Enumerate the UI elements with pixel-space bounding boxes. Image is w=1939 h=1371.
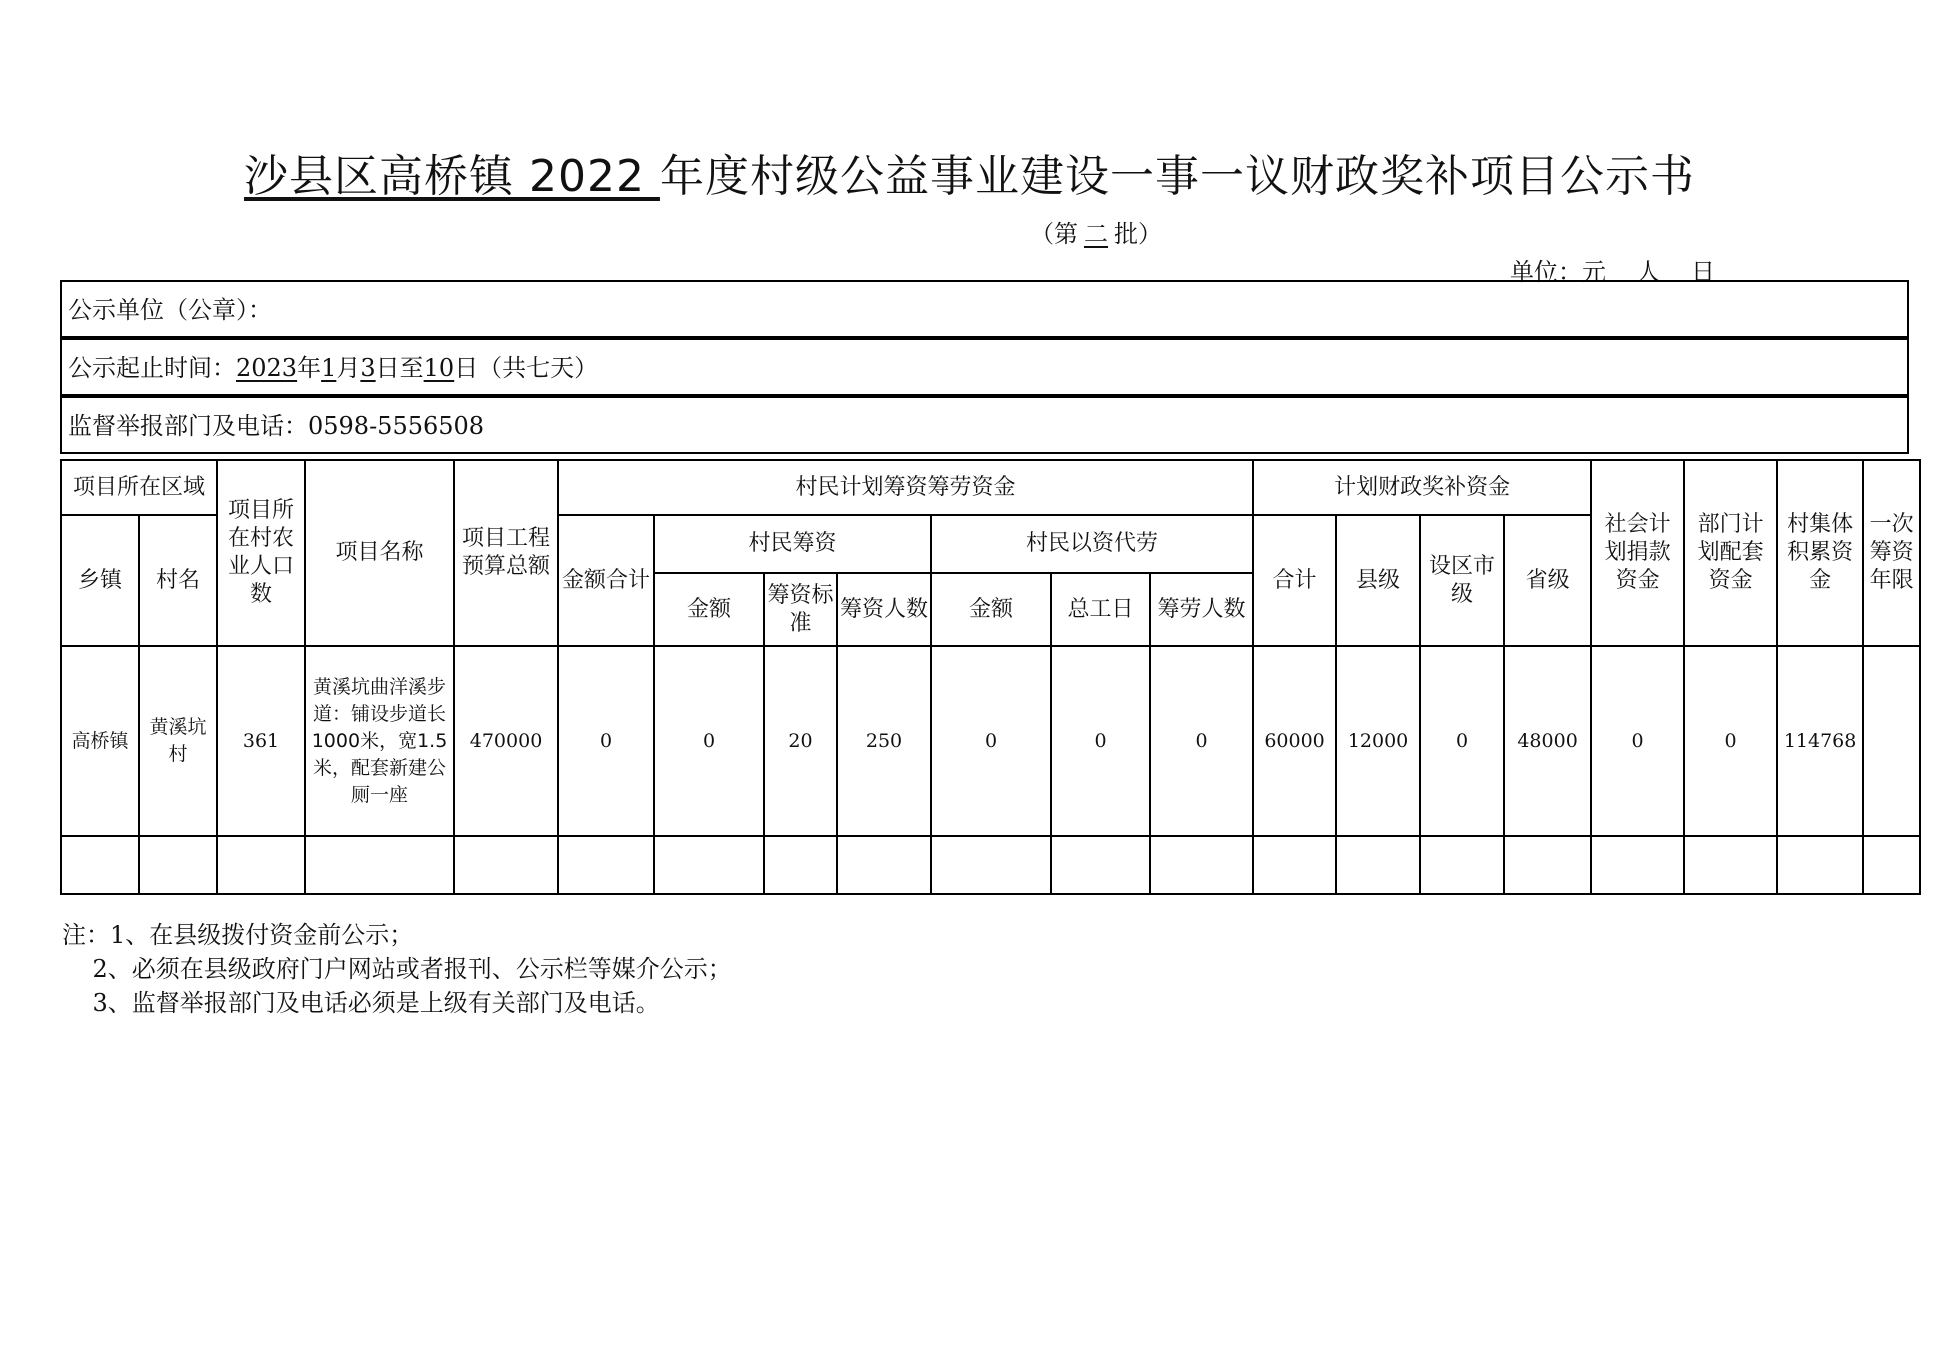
header-project-name: 项目名称 xyxy=(305,460,454,646)
period-month-unit: 月 xyxy=(336,354,361,382)
note-2: 2、必须在县级政府门户网站或者报刊、公示栏等媒介公示； xyxy=(62,955,732,983)
header-social: 社会计划捐款资金 xyxy=(1591,460,1684,646)
cell-social: 0 xyxy=(1591,646,1684,836)
note-1: 注：1、在县级拨付资金前公示； xyxy=(62,921,414,949)
period-label: 公示起止时间： xyxy=(68,354,236,382)
cell-department: 0 xyxy=(1684,646,1777,836)
header-villager-raise: 村民筹资 xyxy=(654,515,931,573)
cell-township: 高桥镇 xyxy=(61,646,139,836)
cell-budget: 470000 xyxy=(454,646,558,836)
cell-collective: 114768 xyxy=(1777,646,1863,836)
project-table xyxy=(60,459,1921,895)
title-text: 年度村级公益事业建设一事一议财政奖补项目公示书 xyxy=(659,151,1695,202)
header-villager-funds: 村民计划筹资筹劳资金 xyxy=(558,460,1253,515)
header-collective: 村集体积累资金 xyxy=(1777,460,1863,646)
header-raise-standard: 筹资标准 xyxy=(764,573,837,646)
period-tail: 日（共七天） xyxy=(454,354,599,382)
header-province: 省级 xyxy=(1504,515,1591,646)
empty-cell xyxy=(61,836,139,894)
cell-city: 0 xyxy=(1420,646,1504,836)
empty-cell xyxy=(217,836,305,894)
header-population: 项目所在村农业人口数 xyxy=(217,460,305,646)
cell-project-name: 黄溪坑曲洋溪步道：铺设步道长1000米，宽1.5米，配套新建公厕一座 xyxy=(305,646,454,836)
empty-cell xyxy=(837,836,931,894)
empty-cell xyxy=(1336,836,1420,894)
page-title xyxy=(0,140,1939,204)
batch-open: （第 xyxy=(1030,220,1078,248)
empty-cell xyxy=(1051,836,1150,894)
period-day: 3 xyxy=(360,354,376,382)
note-3: 3、监督举报部门及电话必须是上级有关部门及电话。 xyxy=(62,989,660,1017)
header-department: 部门计划配套资金 xyxy=(1684,460,1777,646)
header-county: 县级 xyxy=(1336,515,1420,646)
header-fiscal: 计划财政奖补资金 xyxy=(1253,460,1591,515)
cell-village: 黄溪坑村 xyxy=(139,646,217,836)
empty-cell xyxy=(1504,836,1591,894)
empty-cell xyxy=(454,836,558,894)
period-day-unit: 日至 xyxy=(375,354,424,382)
empty-cell xyxy=(558,836,654,894)
notes xyxy=(62,918,732,1020)
table-row xyxy=(61,646,1920,836)
period-year: 2023 xyxy=(236,354,298,382)
empty-cell xyxy=(1684,836,1777,894)
header-budget: 项目工程预算总额 xyxy=(454,460,558,646)
header-city: 设区市级 xyxy=(1420,515,1504,646)
empty-cell xyxy=(305,836,454,894)
title-town: 沙县区高桥镇 xyxy=(244,151,515,202)
header-period-limit: 一次筹资年限 xyxy=(1863,460,1920,646)
batch-number: 二 xyxy=(1084,220,1108,248)
report-row xyxy=(60,396,1909,454)
empty-cell xyxy=(1863,836,1920,894)
cell-raise-people: 250 xyxy=(837,646,931,836)
unit-label: 单位：元 人 日 xyxy=(1510,258,1716,286)
cell-labor-days: 0 xyxy=(1051,646,1150,836)
header-labor-days: 总工日 xyxy=(1051,573,1150,646)
table-row-empty xyxy=(61,836,1920,894)
cell-labor-amount: 0 xyxy=(931,646,1051,836)
empty-cell xyxy=(1150,836,1253,894)
cell-raise-amount: 0 xyxy=(654,646,764,836)
title-year: 2022 xyxy=(514,151,660,202)
cell-raise-standard: 20 xyxy=(764,646,837,836)
empty-cell xyxy=(764,836,837,894)
seal-label: 公示单位（公章）： xyxy=(68,296,272,324)
header-labor: 村民以资代劳 xyxy=(931,515,1253,573)
empty-cell xyxy=(1253,836,1336,894)
empty-cell xyxy=(654,836,764,894)
cell-province: 48000 xyxy=(1504,646,1591,836)
header-amount-total: 金额合计 xyxy=(558,515,654,646)
empty-cell xyxy=(1420,836,1504,894)
empty-cell xyxy=(139,836,217,894)
period-year-unit: 年 xyxy=(297,354,322,382)
header-labor-amount: 金额 xyxy=(931,573,1051,646)
period-month: 1 xyxy=(321,354,337,382)
cell-labor-people: 0 xyxy=(1150,646,1253,836)
header-village: 村名 xyxy=(139,515,217,646)
header-raise-amount: 金额 xyxy=(654,573,764,646)
period-end-day: 10 xyxy=(423,354,455,382)
empty-cell xyxy=(1777,836,1863,894)
report-label: 监督举报部门及电话：0598-5556508 xyxy=(68,412,485,440)
header-township: 乡镇 xyxy=(61,515,139,646)
header-fiscal-total: 合计 xyxy=(1253,515,1336,646)
header-labor-people: 筹劳人数 xyxy=(1150,573,1253,646)
seal-row xyxy=(60,280,1909,338)
batch-close: 批） xyxy=(1114,220,1162,248)
cell-amount-total: 0 xyxy=(558,646,654,836)
batch-label xyxy=(1030,214,1162,249)
cell-fiscal-total: 60000 xyxy=(1253,646,1336,836)
empty-cell xyxy=(1591,836,1684,894)
cell-county: 12000 xyxy=(1336,646,1420,836)
period-row xyxy=(60,338,1909,396)
header-raise-people: 筹资人数 xyxy=(837,573,931,646)
cell-population: 361 xyxy=(217,646,305,836)
header-region: 项目所在区域 xyxy=(61,460,217,515)
cell-period-limit xyxy=(1863,646,1920,836)
empty-cell xyxy=(931,836,1051,894)
